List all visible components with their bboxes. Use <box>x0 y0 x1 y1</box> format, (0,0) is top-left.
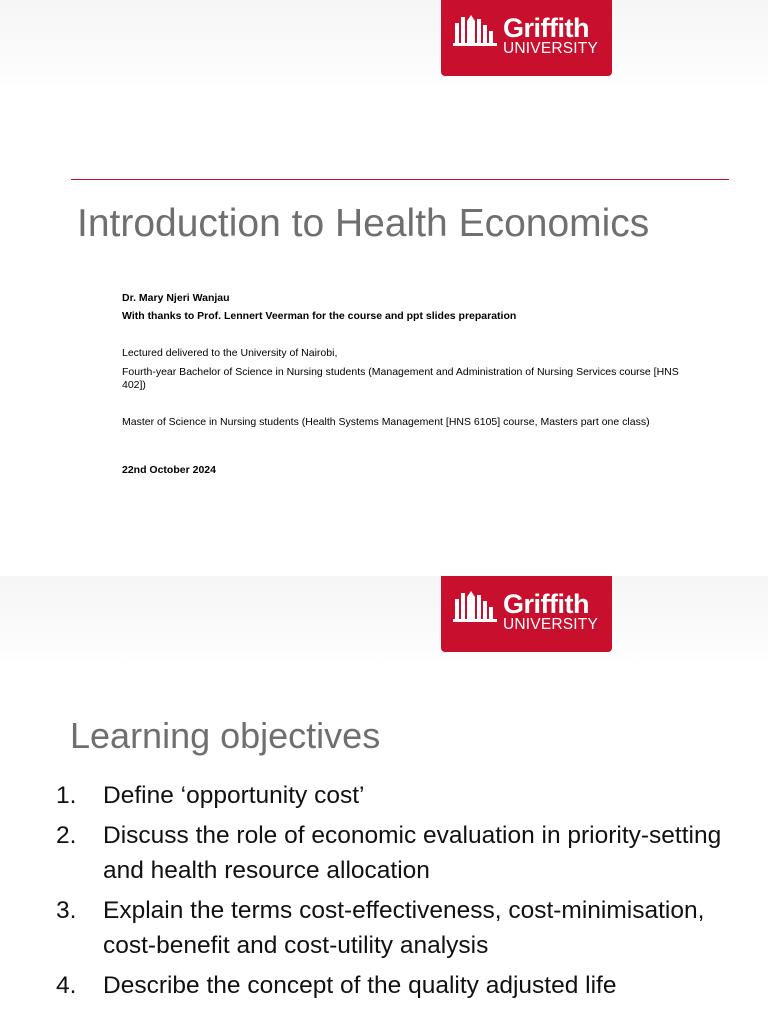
list-item-number: 3. <box>56 897 77 924</box>
list-item <box>56 818 746 888</box>
msc-audience: Master of Science in Nursing students (Health Systems Management [HNS 6105] course, Masters part one class) <box>122 416 650 428</box>
list-item-text: Discuss the role of economic evaluation in priority-setting and health resource allocation <box>103 822 722 884</box>
logo-subtitle: UNIVERSITY <box>503 40 599 57</box>
griffith-logo <box>441 576 612 652</box>
objectives-list <box>56 778 746 1008</box>
objectives-title: Learning objectives <box>70 715 381 756</box>
griffith-emblem-icon <box>453 589 501 623</box>
list-item-text: Describe the concept of the quality adjusted life <box>103 972 617 999</box>
logo-subtitle: UNIVERSITY <box>503 616 599 633</box>
lecture-date: 22nd October 2024 <box>122 464 216 476</box>
header-band <box>0 576 768 664</box>
list-item-text: Explain the terms cost-effectiveness, cost-minimisation, cost-benefit and cost-utility analysis <box>103 897 705 959</box>
bsc-audience: Fourth-year Bachelor of Science in Nursing students (Management and Administration of Nursing Services course [HNS 402]) <box>122 366 679 391</box>
title-rule <box>71 179 729 180</box>
list-item <box>56 968 746 1003</box>
list-item <box>56 778 746 813</box>
griffith-emblem-icon <box>453 13 501 47</box>
author: Dr. Mary Njeri Wanjau <box>122 292 230 304</box>
lecture-note: Lectured delivered to the University of Nairobi, <box>122 347 338 359</box>
list-item-number: 1. <box>56 782 77 809</box>
list-item-number: 4. <box>56 972 77 999</box>
slide-learning-objectives <box>0 576 768 1024</box>
logo-wordmark: Griffith <box>503 13 589 43</box>
griffith-logo <box>441 0 612 76</box>
list-item-text: Define ‘opportunity cost’ <box>103 782 365 809</box>
slide-title-text: Introduction to Health Economics <box>77 202 650 245</box>
list-item-number: 2. <box>56 822 77 849</box>
header-band <box>0 0 768 88</box>
acknowledgement: With thanks to Prof. Lennert Veerman for the course and ppt slides preparation <box>122 310 517 322</box>
logo-wordmark: Griffith <box>503 589 589 619</box>
list-item <box>56 893 746 963</box>
